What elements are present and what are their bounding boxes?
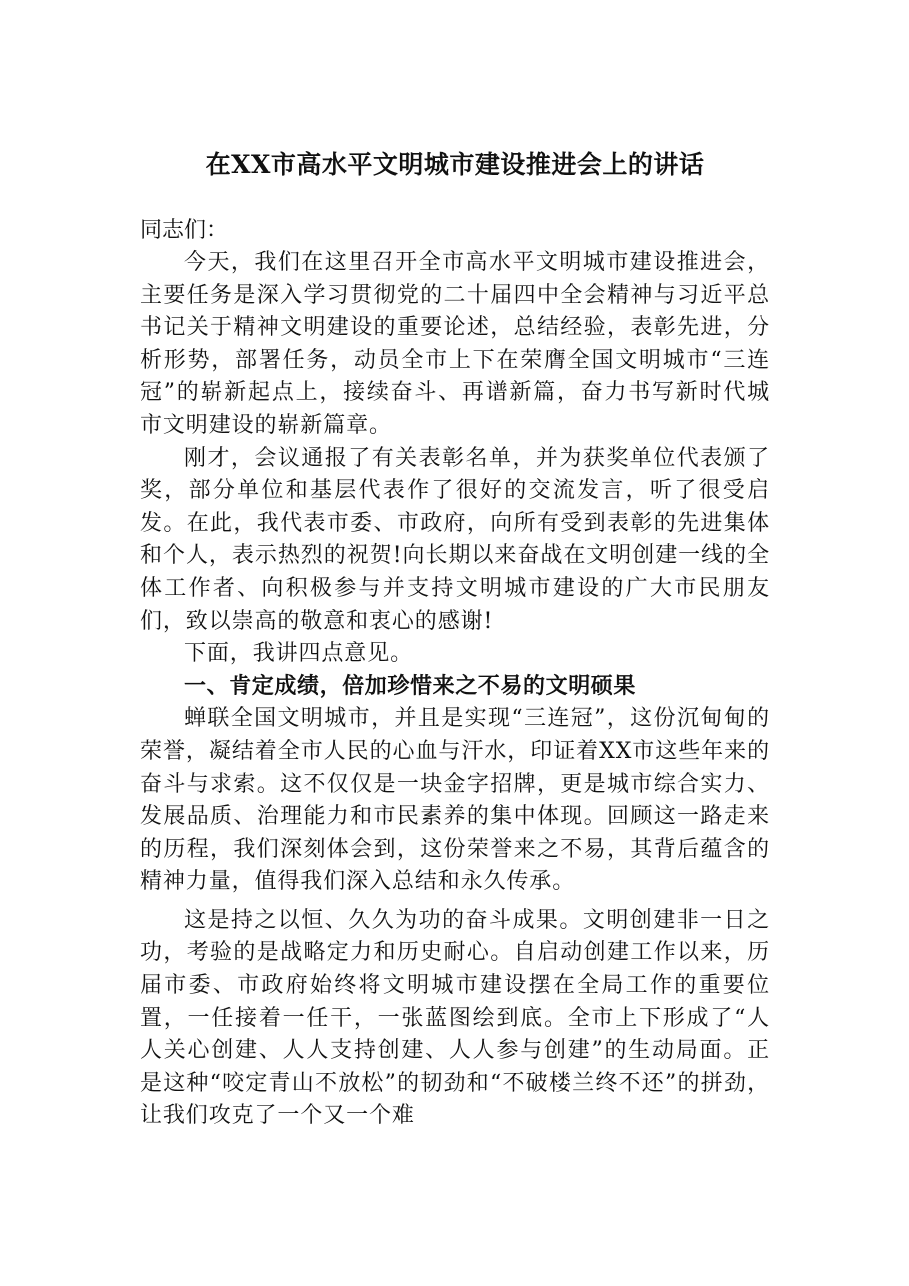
document-title: 在XX市高水平文明城市建设推进会上的讲话: [205, 150, 705, 179]
section-1-paragraph: 蝉联全国文明城市，并且是实现“三连冠”，这份沉甸甸的荣誉，凝结着全市人民的心血与汗水，印证着XX市这些年来的奋斗与求索。这不仅仅是一块金字招牌，更是城市综合实力、发展品质、治理能力和市民素养的集中体现。回顾这一路走来的历程，我们深刻体会到，这份荣誉来之不易，其背后蕴含的精神力量，值得我们深入总结和永久传承。: [140, 706, 770, 895]
section-heading-1: 一、肯定成绩，倍加珍惜来之不易的文明硕果: [184, 673, 637, 699]
paragraph-outline: 下面，我讲四点意见。: [184, 641, 414, 667]
paragraph-commendation: 刚才，会议通报了有关表彰名单，并为获奖单位代表颁了奖，部分单位和基层代表作了很好的交流发言，听了很受启发。在此，我代表市委、市政府，向所有受到表彰的先进集体和个人，表示热烈的祝贺!向长期以来奋战在文明创建一线的全体工作者、向积极参与并支持文明城市建设的广大市民朋友们，致以崇高的敬意和衷心的感谢!: [140, 445, 770, 634]
paragraph-opening: 今天，我们在这里召开全市高水平文明城市建设推进会，主要任务是深入学习贯彻党的二十届四中全会精神与习近平总书记关于精神文明建设的重要论述，总结经验，表彰先进，分析形势，部署任务，动员全市上下在荣膺全国文明城市“三连冠”的崭新起点上，接续奋斗、再谱新篇，奋力书写新时代城市文明建设的崭新篇章。: [140, 250, 770, 438]
section-1-paragraph: 这是持之以恒、久久为功的奋斗成果。文明创建非一日之功，考验的是战略定力和历史耐心。自启动创建工作以来，历届市委、市政府始终将文明城市建设摆在全局工作的重要位置，一任接着一任干，一张蓝图绘到底。全市上下形成了“人人关心创建、人人支持创建、人人参与创建”的生动局面。正是这种“咬定青山不放松”的韧劲和“不破楼兰终不还”的拼劲，让我们攻克了一个又一个难: [140, 907, 770, 1129]
document-body: [140, 150, 770, 1133]
salutation: 同志们：: [140, 218, 229, 243]
